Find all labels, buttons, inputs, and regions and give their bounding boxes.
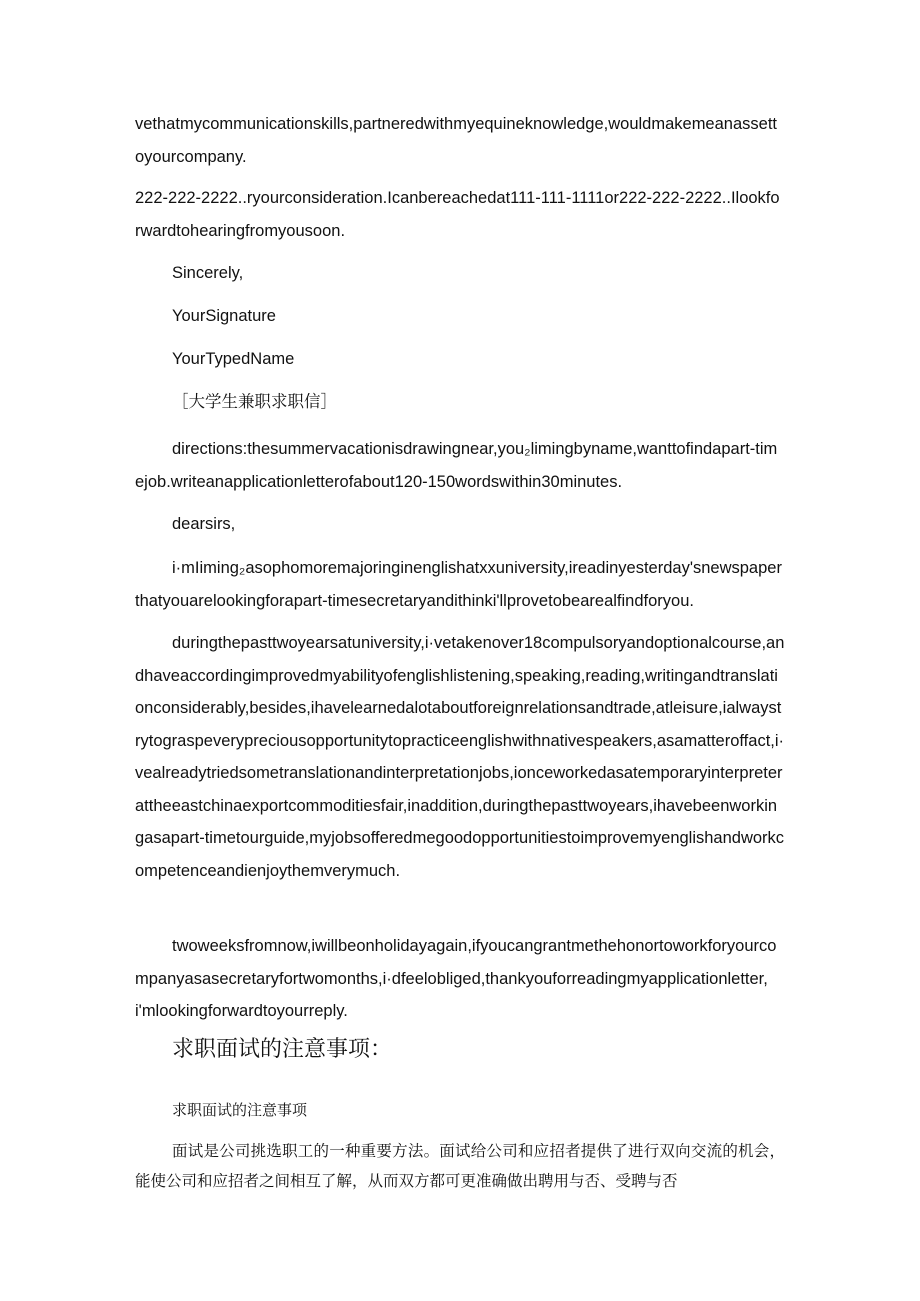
closing: Sincerely, <box>172 264 244 282</box>
heading: 求职面试的注意事项： <box>172 1037 393 1062</box>
paragraph-chinese: 面试是公司挑选职工的一种重要方法。面试给公司和应招者提供了进行双向交流的机会，能使公司和应招者之间相互了解，从而双方都可更准确做出聘用与否、受聘与否 <box>135 1142 785 1190</box>
subheading: 求职面试的注意事项 <box>172 1101 308 1119</box>
paragraph-body: duringthepasttwoyearsatuniversity,i·vetakenover18compulsoryandoptionalcourse,andhaveaccordingimprovedmyabilityofenglishlistening,speaking,reading,writingandtranslationconsiderably,besides,ihavelearnedalotaboutforeignrelationsandtrade,atleisure,ialwaystrytograspeverypreciousopportunitytopracticeenglishwithnativespeakers,asamatteroffact,i·vealreadytriedsometranslationandinterpretationjobs,ionceworkedasatemporaryinterpreterattheeastchinaexportcommoditiesfair,inaddition,duringthepasttwoyears,ihavebeenworkingasapart-timetourguide,myjobsofferedmegoodopportunitiestoimprovemyenglishandworkcompetenceandienjoythemverymuch. <box>135 634 785 880</box>
paragraph-contact: 222-222-2222..ryourconsideration.Icanbereachedat111-111-1111or222-222-2222..Ilookforwardtohearingfromyousoon. <box>135 189 780 240</box>
typed-name: YourTypedName <box>172 350 295 368</box>
paragraph-intro: i·mIiming₂asophomoremajoringinenglishatxxuniversity,ireadinyesterday'snewspaperthatyouarelookingforapart-timesecretaryandithinki'llprovetobearealfindforyou. <box>135 559 782 610</box>
section-title: ［大学生兼职求职信］ <box>172 392 337 411</box>
paragraph-closing: twoweeksfromnow,iwillbeonholidayagain,ifyoucangrantmethehonortoworkforyourcompanyasasecretaryfortwomonths,i·dfeelobliged,thankyouforreadingmyapplicationletter,i'mlookingforwardtoyourreply. <box>135 937 777 1020</box>
directions: directions:thesummervacationisdrawingnear,you₂limingbyname,wanttofindapart-timejob.writeanapplicationletterofabout120-150wordswithin30minutes. <box>135 440 778 491</box>
signature: YourSignature <box>172 307 276 325</box>
paragraph-assets: vethatmycommunicationskills,partneredwithmyequineknowledge,wouldmakemeanassettoyourcompany. <box>135 115 777 166</box>
salutation: dearsirs, <box>172 515 236 533</box>
